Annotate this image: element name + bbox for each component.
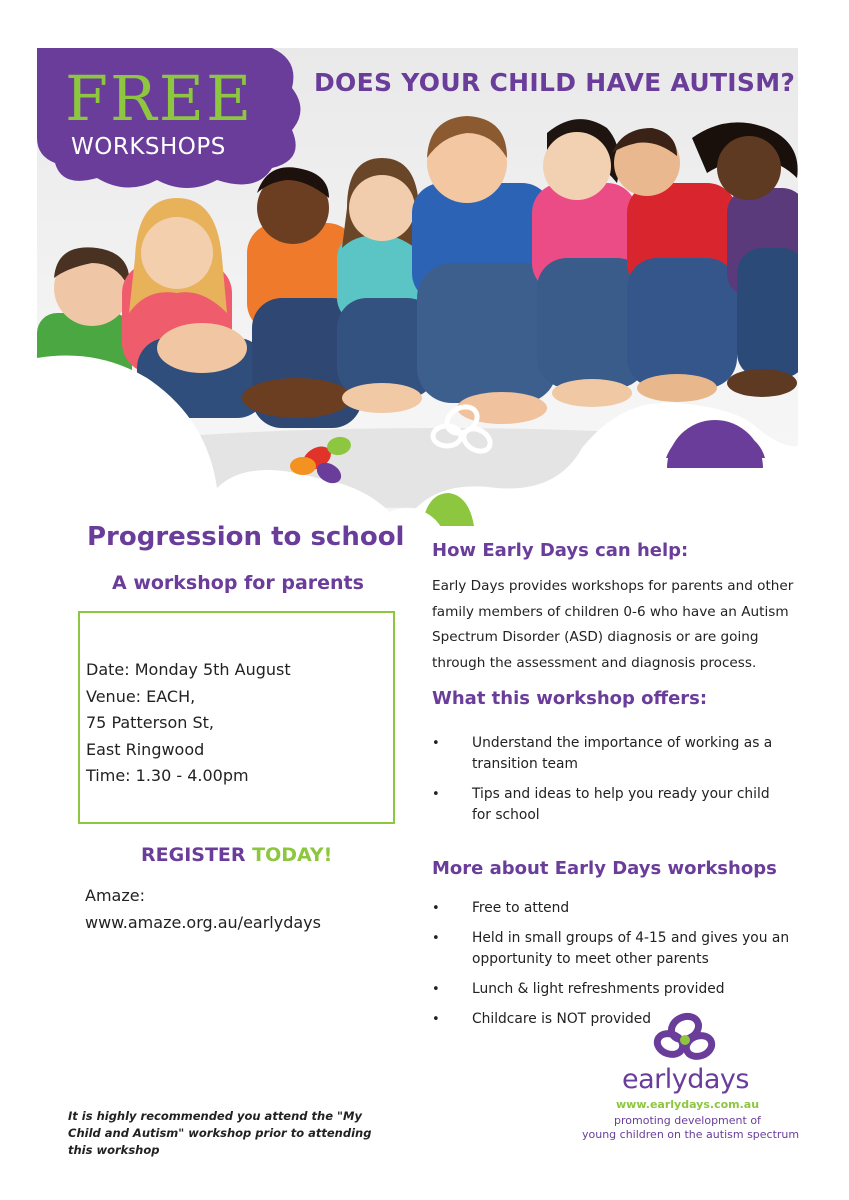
amaze-url-link[interactable]: www.amaze.org.au/earlydays bbox=[85, 913, 321, 932]
more-text: Free to attend bbox=[472, 900, 570, 916]
bullet-icon: • bbox=[432, 901, 440, 916]
offer-text: Tips and ideas to help you ready your child for school bbox=[472, 786, 770, 823]
hero-photo bbox=[37, 48, 798, 548]
list-item bbox=[432, 898, 797, 919]
details-list bbox=[86, 657, 291, 790]
workshop-subtitle: A workshop for parents bbox=[112, 572, 364, 594]
today-word: TODAY! bbox=[252, 844, 333, 866]
bullet-icon: • bbox=[432, 787, 440, 802]
more-heading: More about Early Days workshops bbox=[432, 858, 777, 879]
logo-tagline: promoting development of bbox=[614, 1114, 761, 1127]
free-label: FREE bbox=[65, 62, 254, 135]
logo-tagline: young children on the autism spectrum bbox=[582, 1128, 800, 1141]
headline: DOES YOUR CHILD HAVE AUTISM? bbox=[314, 68, 796, 97]
detail-venue: Venue: EACH, bbox=[86, 686, 196, 706]
details-box bbox=[78, 611, 395, 824]
detail-street: 75 Patterson St, bbox=[86, 713, 215, 732]
detail-time: Time: 1.30 - 4.00pm bbox=[86, 766, 249, 785]
logo-url-link[interactable]: www.earlydays.com.au bbox=[616, 1098, 760, 1111]
list-item bbox=[432, 928, 797, 970]
workshops-label: WORKSHOPS bbox=[71, 134, 226, 160]
more-text: Lunch & light refreshments provided bbox=[472, 981, 725, 997]
help-heading: How Early Days can help: bbox=[432, 540, 689, 561]
more-text: Held in small groups of 4-15 and gives you an opportunity to meet other parents bbox=[472, 930, 790, 967]
register-heading bbox=[141, 844, 332, 866]
bullet-icon: • bbox=[432, 1012, 440, 1027]
detail-date: Date: Monday 5th August bbox=[86, 660, 291, 679]
bullet-icon: • bbox=[432, 982, 440, 997]
footnote: It is highly recommended you attend the "My Child and Autism" workshop prior to attending this workshop bbox=[68, 1109, 372, 1157]
register-word: REGISTER bbox=[141, 844, 246, 866]
offer-text: Understand the importance of working as a transition team bbox=[472, 735, 773, 772]
list-item bbox=[432, 784, 792, 826]
bullet-icon: • bbox=[432, 736, 440, 751]
flower-logo-icon bbox=[582, 1010, 802, 1070]
more-text: Childcare is NOT provided bbox=[472, 1011, 652, 1027]
workshop-title: Progression to school bbox=[87, 522, 405, 552]
offers-heading: What this workshop offers: bbox=[432, 688, 708, 709]
offers-list bbox=[432, 733, 792, 826]
amaze-label: Amaze: bbox=[85, 886, 145, 905]
bullet-icon: • bbox=[432, 931, 440, 946]
list-item bbox=[432, 979, 797, 1000]
detail-suburb: East Ringwood bbox=[86, 739, 205, 759]
list-item bbox=[432, 733, 792, 775]
amaze-info bbox=[85, 882, 321, 936]
early-days-logo bbox=[582, 1010, 802, 1150]
help-body: Early Days provides workshops for parents and other family members of children 0-6 who have an Autism Spectrum Disorder (ASD) diagnosis or are going through the assessment and diagnosis process. bbox=[432, 578, 794, 671]
logo-wordmark: earlydays bbox=[622, 1064, 749, 1095]
